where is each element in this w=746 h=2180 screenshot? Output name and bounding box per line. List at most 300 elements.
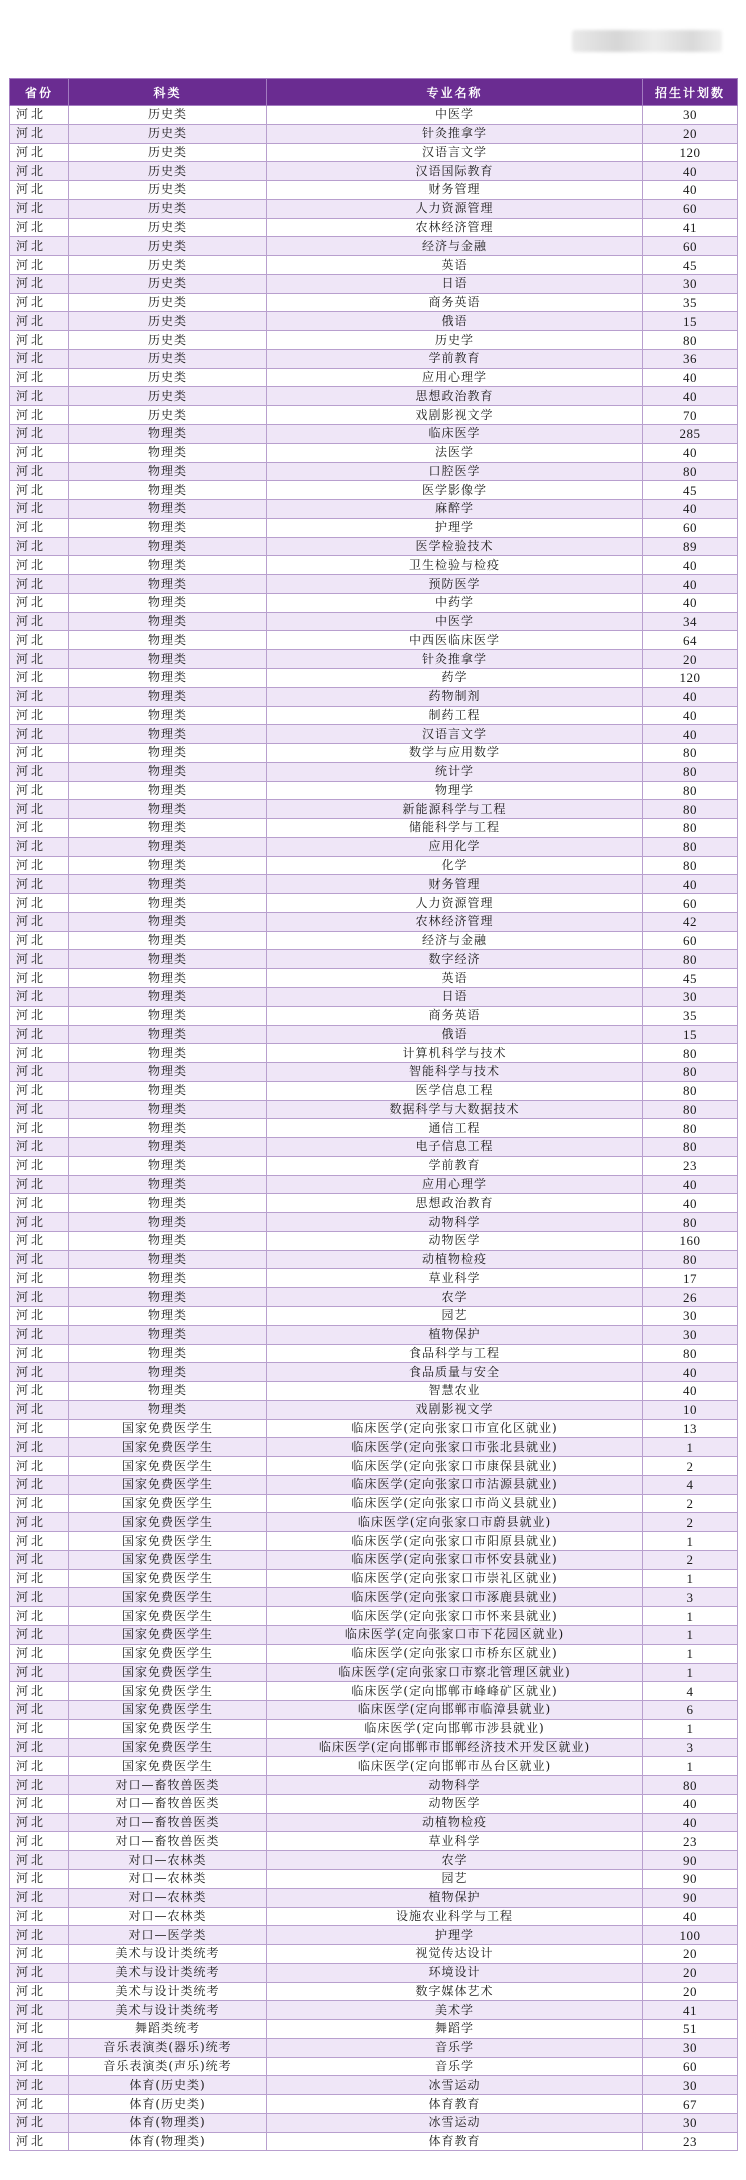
cell-category: 国家免费医学生 [69,1419,267,1438]
table-row [10,987,738,1006]
cell-province: 河北 [10,518,69,537]
header-major: 专业名称 [267,79,643,106]
cell-category: 历史类 [69,237,267,256]
cell-major: 临床医学(定向张家口市崇礼区就业) [267,1569,643,1588]
table-row [10,518,738,537]
cell-category: 物理类 [69,1025,267,1044]
cell-plan-count: 80 [643,762,738,781]
cell-province: 河北 [10,1963,69,1982]
cell-plan-count: 100 [643,1926,738,1945]
table-row [10,1888,738,1907]
cell-province: 河北 [10,181,69,200]
cell-major: 护理学 [267,518,643,537]
table-row [10,1738,738,1757]
cell-plan-count: 67 [643,2095,738,2114]
cell-category: 物理类 [69,950,267,969]
cell-plan-count: 60 [643,2057,738,2076]
cell-category: 物理类 [69,856,267,875]
cell-province: 河北 [10,1119,69,1138]
table-row [10,1213,738,1232]
cell-province: 河北 [10,837,69,856]
cell-province: 河北 [10,218,69,237]
cell-province: 河北 [10,293,69,312]
cell-major: 财务管理 [267,875,643,894]
table-row [10,2020,738,2039]
table-row [10,331,738,350]
cell-province: 河北 [10,1156,69,1175]
cell-major: 针灸推拿学 [267,650,643,669]
cell-plan-count: 80 [643,1063,738,1082]
cell-plan-count: 40 [643,1794,738,1813]
cell-plan-count: 45 [643,969,738,988]
cell-plan-count: 80 [643,856,738,875]
cell-category: 物理类 [69,1119,267,1138]
cell-category: 物理类 [69,1175,267,1194]
cell-province: 河北 [10,2095,69,2114]
table-row [10,256,738,275]
cell-category: 物理类 [69,969,267,988]
header-plan-count: 招生计划数 [643,79,738,106]
cell-major: 商务英语 [267,293,643,312]
cell-plan-count: 20 [643,650,738,669]
cell-category: 体育(历史类) [69,2076,267,2095]
table-row [10,2038,738,2057]
cell-major: 汉语言文学 [267,725,643,744]
cell-major: 临床医学(定向张家口市阳原县就业) [267,1532,643,1551]
cell-category: 物理类 [69,687,267,706]
cell-category: 物理类 [69,1194,267,1213]
cell-major: 农林经济管理 [267,912,643,931]
cell-province: 河北 [10,1982,69,2001]
table-row [10,894,738,913]
cell-province: 河北 [10,1663,69,1682]
cell-major: 动植物检疫 [267,1250,643,1269]
cell-plan-count: 35 [643,293,738,312]
cell-category: 历史类 [69,199,267,218]
cell-category: 国家免费医学生 [69,1513,267,1532]
table-row [10,875,738,894]
table-row [10,1982,738,2001]
table-row [10,1288,738,1307]
cell-category: 物理类 [69,744,267,763]
cell-major: 通信工程 [267,1119,643,1138]
table-row [10,1851,738,1870]
cell-province: 河北 [10,1194,69,1213]
cell-plan-count: 80 [643,950,738,969]
cell-category: 历史类 [69,256,267,275]
cell-province: 河北 [10,781,69,800]
cell-major: 汉语言文学 [267,143,643,162]
cell-plan-count: 41 [643,2001,738,2020]
cell-category: 物理类 [69,537,267,556]
table-row [10,1100,738,1119]
cell-major: 口腔医学 [267,462,643,481]
cell-province: 河北 [10,744,69,763]
cell-plan-count: 20 [643,1945,738,1964]
cell-plan-count: 40 [643,443,738,462]
cell-major: 设施农业科学与工程 [267,1907,643,1926]
cell-category: 舞蹈类统考 [69,2020,267,2039]
cell-province: 河北 [10,274,69,293]
table-row [10,1438,738,1457]
cell-plan-count: 1 [643,1532,738,1551]
cell-plan-count: 160 [643,1231,738,1250]
cell-major: 中药学 [267,593,643,612]
cell-category: 历史类 [69,331,267,350]
cell-province: 河北 [10,1025,69,1044]
cell-province: 河北 [10,1644,69,1663]
cell-major: 植物保护 [267,1325,643,1344]
cell-plan-count: 60 [643,199,738,218]
table-row [10,162,738,181]
cell-plan-count: 26 [643,1288,738,1307]
table-row [10,2001,738,2020]
cell-plan-count: 40 [643,1907,738,1926]
cell-category: 物理类 [69,668,267,687]
cell-category: 国家免费医学生 [69,1550,267,1569]
cell-plan-count: 30 [643,2076,738,2095]
table-row [10,593,738,612]
table-row [10,1475,738,1494]
table-row [10,1945,738,1964]
cell-province: 河北 [10,1701,69,1720]
cell-plan-count: 120 [643,143,738,162]
cell-category: 对口—畜牧兽医类 [69,1794,267,1813]
table-row [10,1832,738,1851]
cell-province: 河北 [10,199,69,218]
cell-major: 音乐学 [267,2038,643,2057]
cell-province: 河北 [10,1138,69,1157]
cell-major: 戏剧影视文学 [267,1400,643,1419]
cell-category: 历史类 [69,106,267,125]
cell-plan-count: 20 [643,124,738,143]
cell-plan-count: 1 [643,1607,738,1626]
cell-category: 对口—医学类 [69,1926,267,1945]
cell-plan-count: 1 [643,1626,738,1645]
cell-category: 物理类 [69,1138,267,1157]
cell-major: 应用化学 [267,837,643,856]
cell-category: 物理类 [69,500,267,519]
cell-province: 河北 [10,1363,69,1382]
cell-category: 物理类 [69,875,267,894]
header-category: 科类 [69,79,267,106]
table-row [10,1494,738,1513]
cell-province: 河北 [10,1532,69,1551]
cell-major: 农学 [267,1851,643,1870]
table-row [10,2076,738,2095]
cell-plan-count: 2 [643,1494,738,1513]
cell-plan-count: 40 [643,181,738,200]
cell-province: 河北 [10,631,69,650]
cell-category: 对口—畜牧兽医类 [69,1813,267,1832]
cell-major: 美术学 [267,2001,643,2020]
cell-category: 物理类 [69,425,267,444]
cell-major: 音乐学 [267,2057,643,2076]
cell-plan-count: 40 [643,593,738,612]
cell-province: 河北 [10,162,69,181]
cell-plan-count: 40 [643,575,738,594]
cell-plan-count: 30 [643,2038,738,2057]
table-row [10,687,738,706]
cell-category: 物理类 [69,556,267,575]
cell-major: 临床医学(定向邯郸市邯郸经济技术开发区就业) [267,1738,643,1757]
table-row [10,1663,738,1682]
cell-province: 河北 [10,143,69,162]
table-row [10,349,738,368]
cell-category: 国家免费医学生 [69,1663,267,1682]
table-row [10,800,738,819]
table-row [10,1550,738,1569]
cell-major: 中医学 [267,106,643,125]
table-row [10,425,738,444]
cell-province: 河北 [10,349,69,368]
table-row [10,1269,738,1288]
cell-plan-count: 30 [643,2113,738,2132]
cell-major: 物理学 [267,781,643,800]
table-row [10,781,738,800]
cell-province: 河北 [10,237,69,256]
cell-province: 河北 [10,894,69,913]
cell-plan-count: 20 [643,1963,738,1982]
cell-plan-count: 40 [643,500,738,519]
cell-plan-count: 285 [643,425,738,444]
cell-plan-count: 89 [643,537,738,556]
cell-major: 农学 [267,1288,643,1307]
table-row [10,1513,738,1532]
cell-major: 中医学 [267,612,643,631]
cell-major: 动植物检疫 [267,1813,643,1832]
table-row [10,106,738,125]
table-row [10,1907,738,1926]
cell-category: 物理类 [69,518,267,537]
cell-major: 冰雪运动 [267,2113,643,2132]
cell-major: 针灸推拿学 [267,124,643,143]
cell-category: 物理类 [69,462,267,481]
cell-category: 对口—农林类 [69,1907,267,1926]
table-row [10,1156,738,1175]
cell-major: 护理学 [267,1926,643,1945]
cell-province: 河北 [10,1044,69,1063]
cell-category: 历史类 [69,406,267,425]
cell-plan-count: 80 [643,1213,738,1232]
cell-province: 河北 [10,1794,69,1813]
cell-province: 河北 [10,1907,69,1926]
cell-major: 草业科学 [267,1832,643,1851]
table-row [10,237,738,256]
cell-category: 对口—畜牧兽医类 [69,1832,267,1851]
table-row [10,406,738,425]
cell-province: 河北 [10,1100,69,1119]
cell-province: 河北 [10,106,69,125]
cell-major: 人力资源管理 [267,199,643,218]
table-row [10,481,738,500]
cell-plan-count: 80 [643,331,738,350]
cell-plan-count: 1 [643,1569,738,1588]
cell-plan-count: 80 [643,1138,738,1157]
cell-province: 河北 [10,1682,69,1701]
cell-plan-count: 64 [643,631,738,650]
cell-category: 历史类 [69,143,267,162]
cell-province: 河北 [10,331,69,350]
cell-major: 食品质量与安全 [267,1363,643,1382]
cell-category: 物理类 [69,631,267,650]
top-bar [0,0,746,78]
cell-plan-count: 40 [643,162,738,181]
cell-category: 美术与设计类统考 [69,1963,267,1982]
cell-province: 河北 [10,443,69,462]
table-row [10,744,738,763]
cell-plan-count: 2 [643,1550,738,1569]
table-row [10,931,738,950]
cell-category: 物理类 [69,1156,267,1175]
cell-plan-count: 1 [643,1757,738,1776]
cell-major: 思想政治教育 [267,1194,643,1213]
cell-plan-count: 60 [643,931,738,950]
cell-major: 植物保护 [267,1888,643,1907]
cell-plan-count: 120 [643,668,738,687]
table-row [10,856,738,875]
cell-major: 动物科学 [267,1776,643,1795]
cell-major: 临床医学 [267,425,643,444]
cell-category: 音乐表演类(声乐)统考 [69,2057,267,2076]
cell-category: 物理类 [69,800,267,819]
cell-category: 物理类 [69,1363,267,1382]
table-row [10,2057,738,2076]
cell-plan-count: 45 [643,481,738,500]
table-row [10,950,738,969]
cell-plan-count: 3 [643,1588,738,1607]
table-row [10,725,738,744]
cell-plan-count: 40 [643,1382,738,1401]
cell-major: 医学影像学 [267,481,643,500]
table-row [10,1344,738,1363]
table-row [10,706,738,725]
cell-province: 河北 [10,1382,69,1401]
cell-plan-count: 40 [643,687,738,706]
cell-province: 河北 [10,1063,69,1082]
cell-category: 物理类 [69,762,267,781]
cell-province: 河北 [10,1288,69,1307]
cell-category: 物理类 [69,1307,267,1326]
table-row [10,1044,738,1063]
header-province: 省份 [10,79,69,106]
cell-major: 学前教育 [267,349,643,368]
cell-major: 食品科学与工程 [267,1344,643,1363]
table-row [10,1776,738,1795]
cell-category: 音乐表演类(器乐)统考 [69,2038,267,2057]
cell-province: 河北 [10,687,69,706]
cell-major: 农林经济管理 [267,218,643,237]
cell-plan-count: 1 [643,1438,738,1457]
cell-major: 麻醉学 [267,500,643,519]
cell-major: 中西医临床医学 [267,631,643,650]
table-row [10,1006,738,1025]
cell-plan-count: 13 [643,1419,738,1438]
cell-major: 数据科学与大数据技术 [267,1100,643,1119]
cell-category: 物理类 [69,987,267,1006]
table-row [10,1025,738,1044]
cell-category: 物理类 [69,819,267,838]
cell-province: 河北 [10,1438,69,1457]
cell-major: 药物制剂 [267,687,643,706]
cell-major: 临床医学(定向张家口市康保县就业) [267,1457,643,1476]
cell-major: 智能科学与技术 [267,1063,643,1082]
cell-major: 数字媒体艺术 [267,1982,643,2001]
cell-plan-count: 40 [643,387,738,406]
cell-plan-count: 1 [643,1644,738,1663]
cell-plan-count: 80 [643,1344,738,1363]
cell-plan-count: 70 [643,406,738,425]
cell-major: 俄语 [267,312,643,331]
cell-category: 物理类 [69,912,267,931]
cell-plan-count: 23 [643,1832,738,1851]
cell-province: 河北 [10,500,69,519]
cell-major: 临床医学(定向张家口市察北管理区就业) [267,1663,643,1682]
cell-major: 储能科学与工程 [267,819,643,838]
cell-major: 经济与金融 [267,931,643,950]
cell-province: 河北 [10,1269,69,1288]
cell-province: 河北 [10,556,69,575]
cell-major: 临床医学(定向邯郸市丛台区就业) [267,1757,643,1776]
cell-category: 对口—畜牧兽医类 [69,1776,267,1795]
cell-province: 河北 [10,387,69,406]
cell-major: 医学信息工程 [267,1081,643,1100]
table-row [10,819,738,838]
table-row [10,1532,738,1551]
table-row [10,181,738,200]
table-row [10,1119,738,1138]
cell-plan-count: 30 [643,274,738,293]
cell-major: 临床医学(定向张家口市尚义县就业) [267,1494,643,1513]
cell-category: 国家免费医学生 [69,1457,267,1476]
cell-category: 国家免费医学生 [69,1644,267,1663]
cell-category: 国家免费医学生 [69,1532,267,1551]
cell-category: 物理类 [69,1231,267,1250]
table-row [10,387,738,406]
cell-plan-count: 80 [643,462,738,481]
cell-category: 历史类 [69,368,267,387]
cell-category: 物理类 [69,593,267,612]
cell-province: 河北 [10,1719,69,1738]
cell-category: 物理类 [69,1400,267,1419]
cell-plan-count: 2 [643,1457,738,1476]
table-row [10,2095,738,2114]
cell-category: 物理类 [69,481,267,500]
table-row [10,1926,738,1945]
cell-plan-count: 90 [643,1888,738,1907]
table-body [10,106,738,2151]
cell-plan-count: 80 [643,1100,738,1119]
cell-province: 河北 [10,931,69,950]
cell-major: 临床医学(定向张家口市怀来县就业) [267,1607,643,1626]
cell-major: 视觉传达设计 [267,1945,643,1964]
cell-province: 河北 [10,1400,69,1419]
table-row [10,650,738,669]
cell-category: 历史类 [69,181,267,200]
cell-province: 河北 [10,800,69,819]
cell-plan-count: 80 [643,1081,738,1100]
cell-major: 电子信息工程 [267,1138,643,1157]
cell-province: 河北 [10,1457,69,1476]
cell-category: 国家免费医学生 [69,1569,267,1588]
cell-major: 汉语国际教育 [267,162,643,181]
cell-plan-count: 40 [643,1363,738,1382]
cell-major: 临床医学(定向张家口市下花园区就业) [267,1626,643,1645]
cell-major: 临床医学(定向张家口市涿鹿县就业) [267,1588,643,1607]
cell-plan-count: 90 [643,1869,738,1888]
table-row [10,1457,738,1476]
cell-major: 制药工程 [267,706,643,725]
